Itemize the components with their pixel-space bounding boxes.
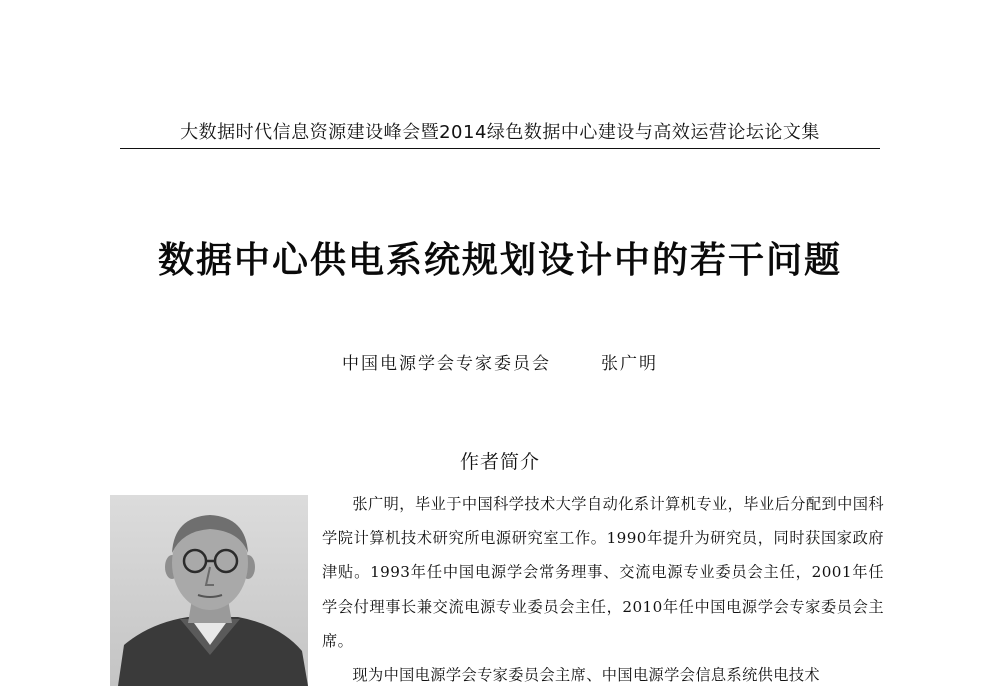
section-heading-author-intro: 作者简介	[459, 451, 540, 473]
author-name: 张广明	[601, 354, 658, 374]
byline	[0, 349, 1000, 374]
paper-title: 数据中心供电系统规划设计中的若干问题	[157, 240, 842, 281]
author-affiliation: 中国电源学会专家委员会	[342, 354, 551, 374]
author-bio	[322, 487, 884, 686]
header-rule	[120, 148, 880, 149]
author-portrait-drawing	[110, 495, 308, 686]
author-photo	[110, 495, 308, 686]
bio-paragraph-2: 现为中国电源学会专家委员会主席、中国电源学会信息系统供电技术	[352, 666, 821, 685]
bio-paragraph-1: 张广明，毕业于中国科学技术大学自动化系计算机专业，毕业后分配到中国科学院计算机技术研究所电源研究室工作。1990年提升为研究员，同时获国家政府津贴。1993年任中国电源学会常务理事、交流电源专业委员会主任，2001年任学会付理事长兼交流电源专业委员会主任，2010年任中国电源学会专家委员会主席。	[322, 495, 884, 650]
running-header: 大数据时代信息资源建设峰会暨2014绿色数据中心建设与高效运营论坛论文集	[180, 122, 820, 143]
